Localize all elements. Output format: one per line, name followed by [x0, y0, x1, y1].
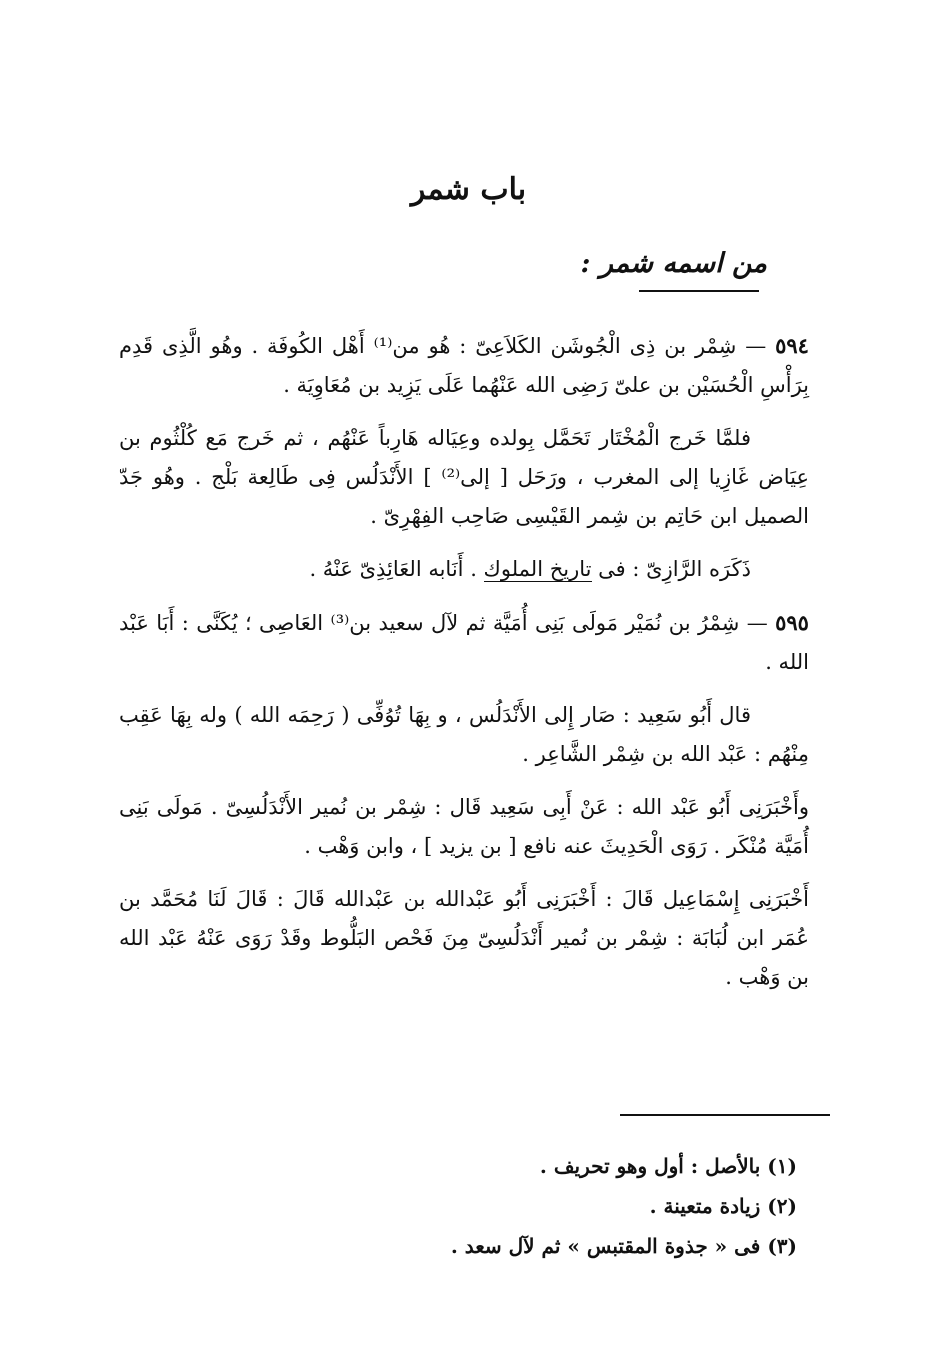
chapter-title: باب شمر [410, 172, 527, 207]
entry-dash: — [739, 611, 768, 635]
citation-before: ذَكَرَه الرَّازِىّ : فى [591, 557, 751, 581]
footnote-separator [620, 1114, 830, 1116]
paragraph-595-d: أَخْبَرَنِى إِسْمَاعِيل قَالَ : أَخْبَرَنِى أَبُو عَبْدالله بن عَبْدالله قَالَ : قَالَ لَنَا مُحَمَّد بن عُمَر ابن لُبَابَة : شِمْر بن نُمير أَنْدَلُسِىّ مِنَ فَحْص البَلُّوط وقَدْ رَوَى عَنْهُ عَبْد الله بن وَهْب . [119, 887, 809, 989]
paragraph-595-b: قال أَبُو سَعِيد : صَار إِلى الأَنْدَلُس ، و بِهَا تُوُفِّى ( رَحِمَه الله ) وله بِهَا عَقِب مِنْهُم : عَبْد الله بن شِمْر الشَّاعِر . [119, 703, 809, 766]
section-heading: من اسمه شمر : [580, 248, 767, 279]
paragraph-594-b: فلمَّا خَرج الْمُخْتَار تَحَمَّل بِولده وعِيَاله هَارِباً عَنْهُم ، ثم خَرج مَع كُلْثُوم بن عِيَاض غَازِيا إلى المغرب ، ورَحَل [ إلى⁽²⁾ ] الأَنْدَلُس فِى طَالِعة بَلْج . وهُو جَدّ الصميل ابن حَاتِم بن شِمر القَيْسِى صَاحِب الفِهْرِىّ . [119, 426, 809, 528]
footnote-3: (٣) فى « جذوة المقتبس » ثم لآل سعد . [450, 1234, 797, 1258]
body-text [119, 326, 809, 1011]
paragraph-595-c: وأَخْبَرَنِى أَبُو عَبْد الله : عَنْ أَبِى سَعِيد قَال : شِمْر بن نُمير الأَنْدَلُسِىّ . مَولَى بَنِى أُمَيَّة مُنْكَر . رَوَى الْحَدِيثَ عنه نافع [ بن يزيد ] ، وابن وَهْب . [119, 795, 809, 858]
footnote-1: (١) بالأصل : أول وهو تحريف . [539, 1154, 797, 1178]
footnote-2: (٢) زيادة متعينة . [649, 1194, 797, 1218]
footnotes [197, 1146, 797, 1266]
entry-dash: — [736, 334, 767, 358]
citation-after: . أَنَابه العَائِذِىّ عَنْهُ . [309, 557, 484, 581]
paragraph-594-c [119, 550, 809, 589]
entry-number: ٥٩٤ [775, 333, 809, 358]
entry-594 [119, 326, 809, 405]
source-title: تاريخ الملوك [483, 557, 592, 581]
entry-595 [119, 603, 809, 682]
entry-text: شِمْر بن ذِى الْجُوشَن الكَلاَعِىّ : هُو من⁽¹⁾ أَهْل الكُوفَة . وهُو الَّذِى قَدِم بِرَأْسِ الْحُسَيْن بن علىّ رَضِى الله عَنْهُما عَلَى يَزِيد بن مُعَاوِيَة . [119, 334, 809, 397]
section-underline [639, 290, 759, 292]
entry-text: شِمْرُ بن نُمَيْر مَولَى بَنِى أُمَيَّة ثم لآل سعيد بن⁽³⁾ العَاصِى ؛ يُكَنَّى : أَبَا عَبْد الله . [119, 611, 809, 674]
entry-number: ٥٩٥ [775, 610, 809, 635]
